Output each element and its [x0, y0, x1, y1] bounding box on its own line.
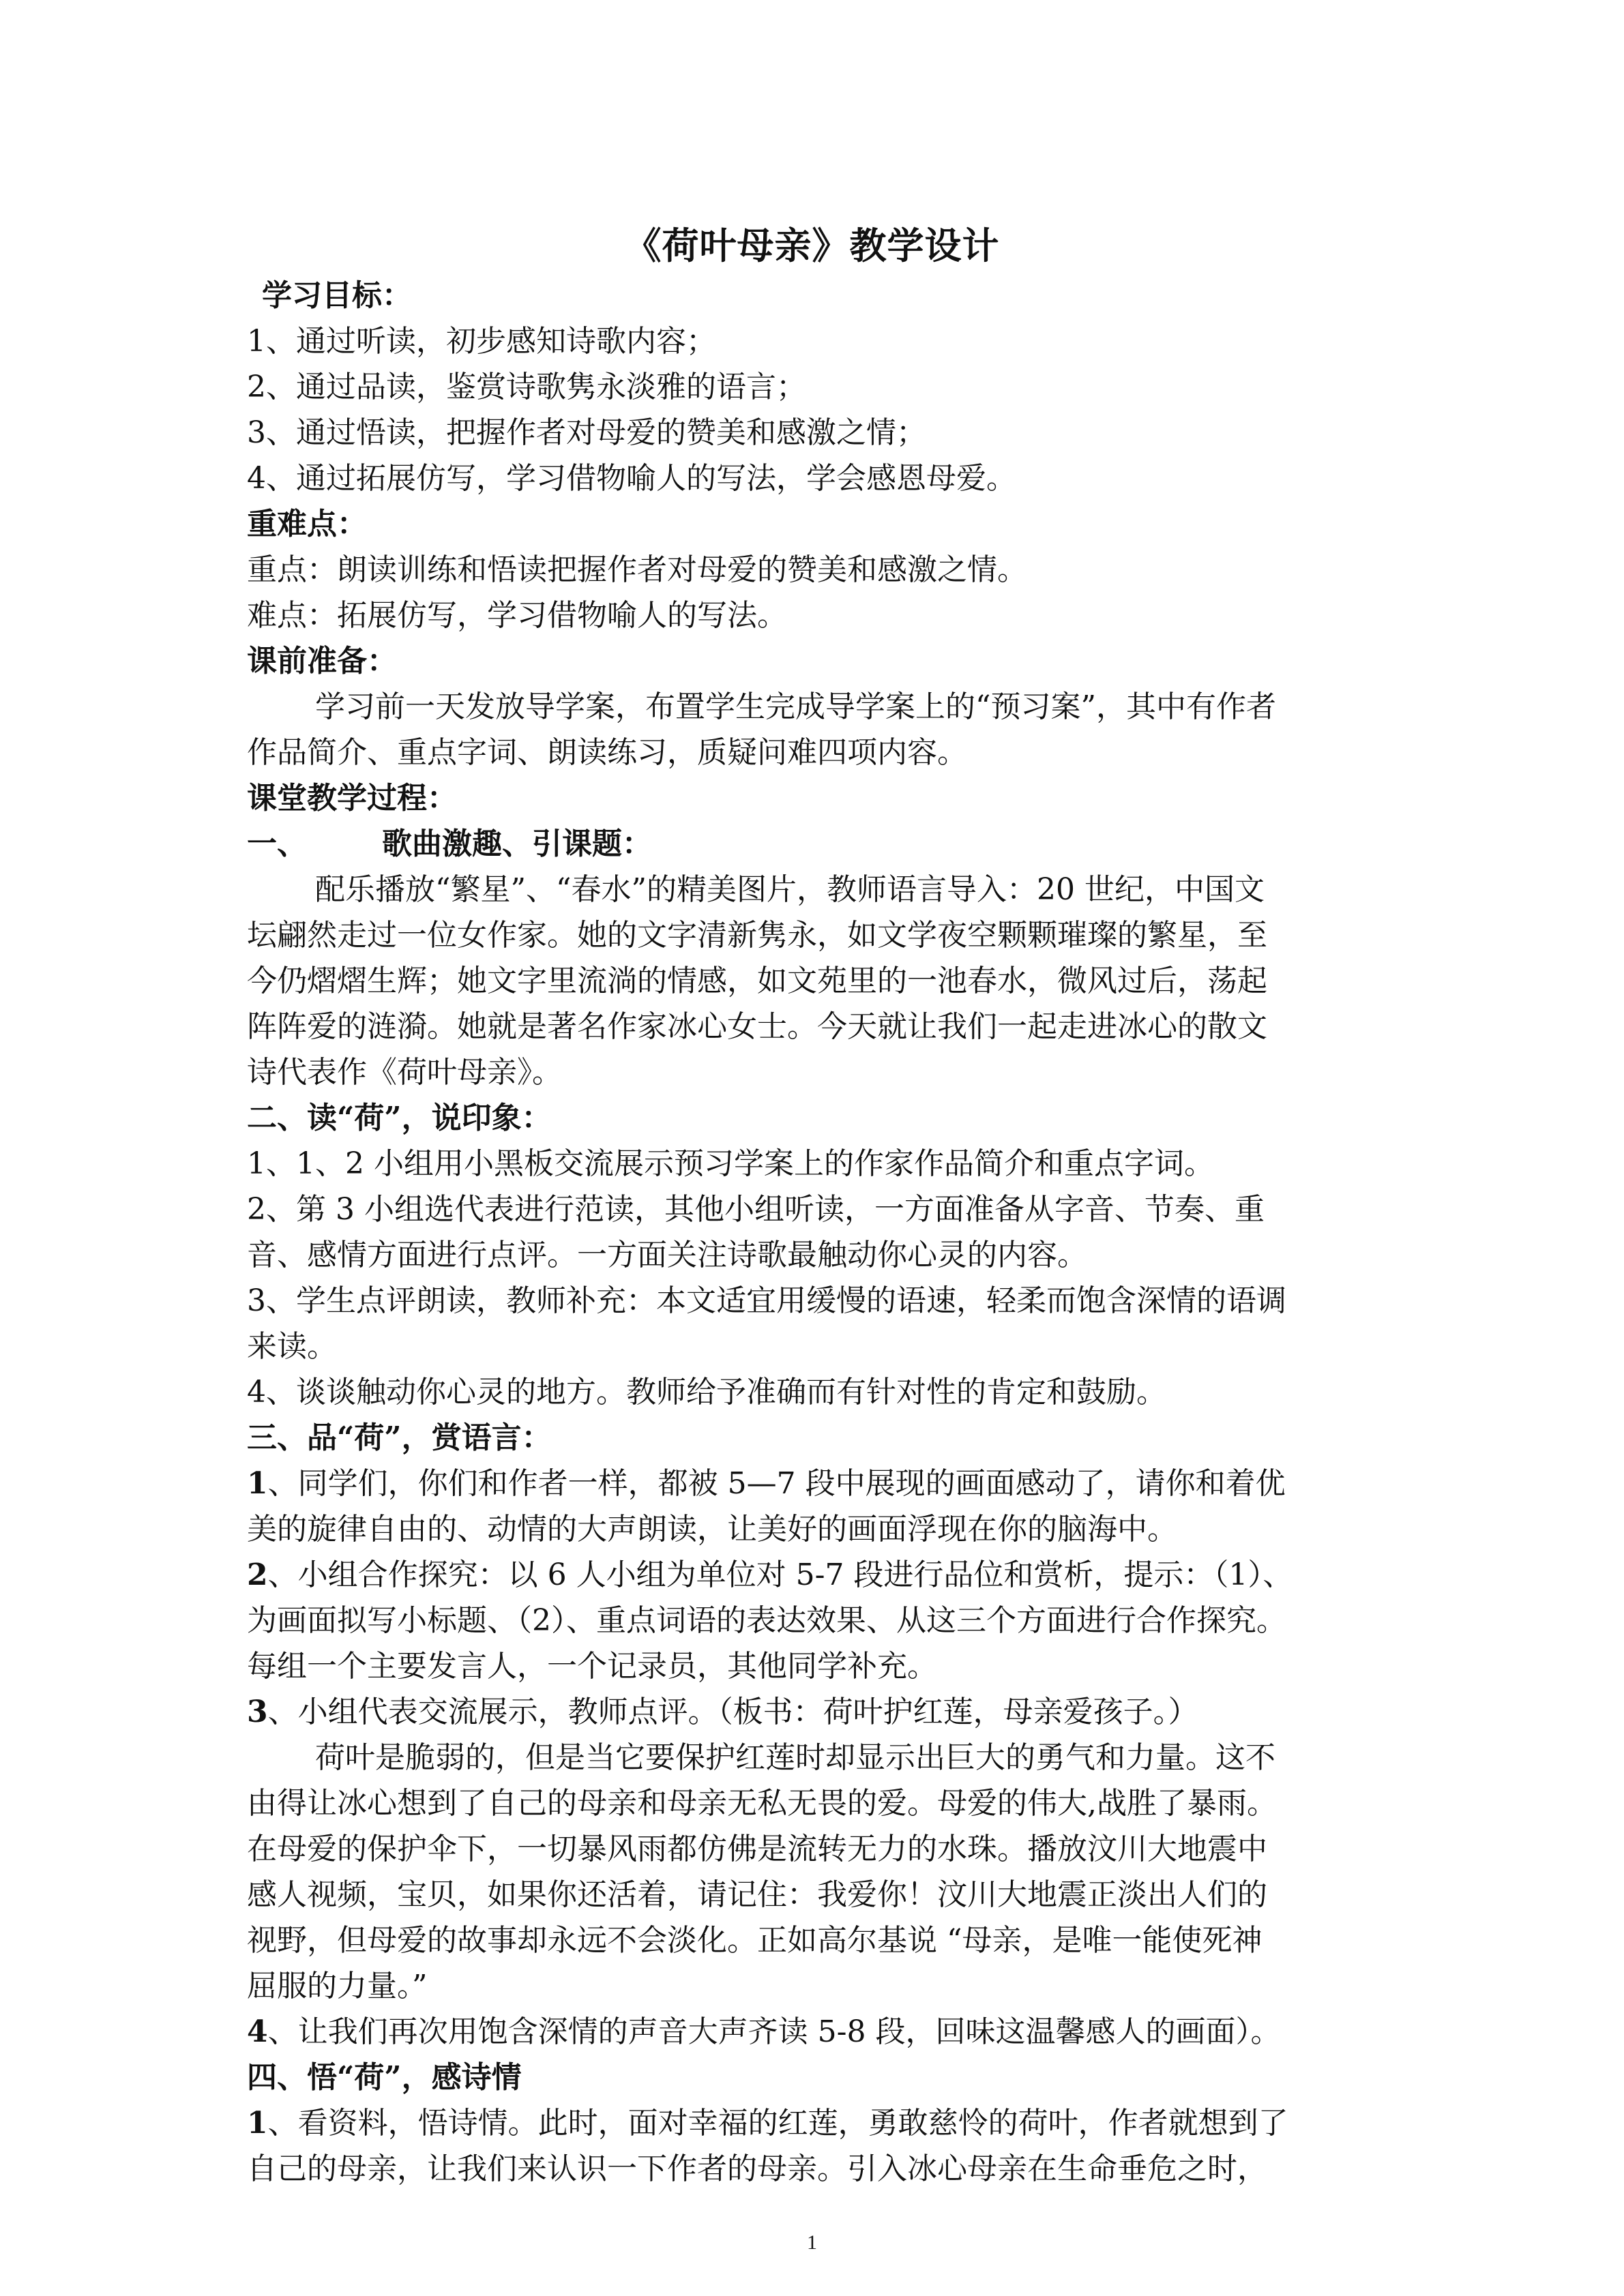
- section3-item4-number: 4: [247, 2014, 268, 2049]
- section3-item2-line: [247, 1552, 1393, 1598]
- section3-item4-line: [247, 2009, 1393, 2055]
- section2-line: 来读。: [247, 1329, 337, 1364]
- section4-item1-text: 、看资料，悟诗情。此时，面对幸福的红莲，勇敢慈怜的荷叶，作者就想到了: [267, 2106, 1288, 2141]
- section3-item3-number: 3: [247, 1695, 268, 1729]
- section1-line: 配乐播放“繁星”、“春水”的精美图片，教师语言导入：20 世纪，中国文: [315, 872, 1265, 907]
- section4-item1-line: [247, 2100, 1393, 2146]
- section4-item1-line: 自己的母亲，让我们来认识一下作者的母亲。引入冰心母亲在生命垂危之时，: [247, 2151, 1267, 2186]
- section3-item2-text: 、小组合作探究：以 6 人小组为单位对 5-7 段进行品位和赏析，提示：（1）、: [267, 1557, 1293, 1592]
- section1-heading: [247, 821, 1393, 867]
- section3-item1-line: [247, 1461, 1393, 1506]
- section3-item1-text: 、同学们，你们和作者一样，都被 5—7 段中展现的画面感动了，请你和着优: [267, 1466, 1286, 1501]
- section3-paragraph-line: 屈服的力量。”: [247, 1969, 428, 2003]
- preparation-line: 学习前一天发放导学案，布置学生完成导学案上的“预习案”，其中有作者: [315, 689, 1276, 724]
- section2-line: 4、谈谈触动你心灵的地方。教师给予准确而有针对性的肯定和鼓励。: [247, 1375, 1166, 1410]
- key-points-heading: 重难点：: [247, 507, 367, 541]
- section2-line: 1、1、2 小组用小黑板交流展示预习学案上的作家作品简介和重点字词。: [247, 1146, 1214, 1181]
- document-title: 《荷叶母亲》教学设计: [624, 224, 1000, 267]
- section3-paragraph-line: 感人视频，宝贝，如果你还活着，请记住：我爱你！汶川大地震正淡出人们的: [247, 1877, 1267, 1912]
- section3-item2-line: 为画面拟写小标题、（2）、重点词语的表达效果、从这三个方面进行合作探究。: [247, 1603, 1286, 1638]
- section3-paragraph-line: 由得让冰心想到了自己的母亲和母亲无私无畏的爱。母爱的伟大,战胜了暴雨。: [247, 1786, 1277, 1821]
- section1-number: 一、: [247, 826, 307, 861]
- section3-item1-line: 美的旋律自由的、动情的大声朗读，让美好的画面浮现在你的脑海中。: [247, 1512, 1177, 1547]
- page-number: 1: [807, 2231, 817, 2254]
- section1-line: 今仍熠熠生辉；她文字里流淌的情感，如文苑里的一池春水，微风过后，荡起: [247, 964, 1267, 998]
- section3-paragraph-line: 在母爱的保护伞下，一切暴风雨都仿佛是流转无力的水珠。播放汶川大地震中: [247, 1832, 1267, 1866]
- objective-item: 2、通过品读，鉴赏诗歌隽永淡雅的语言；: [247, 370, 806, 404]
- section4-heading: 四、悟“荷”，感诗情: [247, 2060, 522, 2095]
- key-point-difficulty: 难点：拓展仿写，学习借物喻人的写法。: [247, 598, 787, 633]
- section1-line: 诗代表作《荷叶母亲》。: [247, 1055, 562, 1090]
- objective-item: 3、通过悟读，把握作者对母爱的赞美和感激之情；: [247, 415, 926, 450]
- section3-item3-text: 、小组代表交流展示，教师点评。（板书：荷叶护红莲，母亲爱孩子。）: [267, 1695, 1198, 1729]
- section3-paragraph-line: 荷叶是脆弱的，但是当它要保护红莲时却显示出巨大的勇气和力量。这不: [315, 1740, 1275, 1775]
- objectives-heading: 学习目标：: [262, 278, 412, 313]
- section1-line: 阵阵爱的涟漪。她就是著名作家冰心女士。今天就让我们一起走进冰心的散文: [247, 1009, 1267, 1044]
- document-body: [247, 273, 1393, 2192]
- key-point-focus: 重点：朗读训练和悟读把握作者对母爱的赞美和感激之情。: [247, 552, 1027, 587]
- section4-item1-number: 1: [247, 2106, 268, 2141]
- section1-line: 坛翩然走过一位女作家。她的文字清新隽永，如文学夜空颗颗璀璨的繁星，至: [247, 918, 1267, 953]
- process-heading: 课堂教学过程：: [247, 781, 457, 816]
- section3-item1-number: 1: [247, 1466, 268, 1501]
- section1-title: 歌曲激趣、引课题：: [382, 826, 652, 861]
- preparation-line: 作品简介、重点字词、朗读练习，质疑问难四项内容。: [247, 735, 967, 770]
- section3-heading: 三、品“荷”，赏语言：: [247, 1420, 552, 1455]
- section2-line: 2、第 3 小组选代表进行范读，其他小组听读，一方面准备从字音、节奏、重: [247, 1192, 1265, 1227]
- section2-line: 3、学生点评朗读，教师补充：本文适宜用缓慢的语速，轻柔而饱含深情的语调: [247, 1283, 1286, 1318]
- section3-item4-text: 、让我们再次用饱含深情的声音大声齐读 5-8 段，回味这温馨感人的画面）。: [267, 2014, 1281, 2049]
- objective-item: 1、通过听读，初步感知诗歌内容；: [247, 324, 716, 359]
- section3-paragraph-line: 视野，但母爱的故事却永远不会淡化。正如高尔基说 “母亲，是唯一能使死神: [247, 1923, 1263, 1958]
- section3-item2-line: 每组一个主要发言人，一个记录员，其他同学补充。: [247, 1649, 937, 1684]
- objective-item: 4、通过拓展仿写，学习借物喻人的写法，学会感恩母爱。: [247, 461, 1016, 496]
- section2-heading: 二、读“荷”，说印象：: [247, 1101, 552, 1135]
- preparation-heading: 课前准备：: [247, 644, 397, 679]
- section2-line: 音、感情方面进行点评。一方面关注诗歌最触动你心灵的内容。: [247, 1238, 1087, 1272]
- section3-item2-number: 2: [247, 1557, 268, 1592]
- section3-item3-line: [247, 1689, 1393, 1735]
